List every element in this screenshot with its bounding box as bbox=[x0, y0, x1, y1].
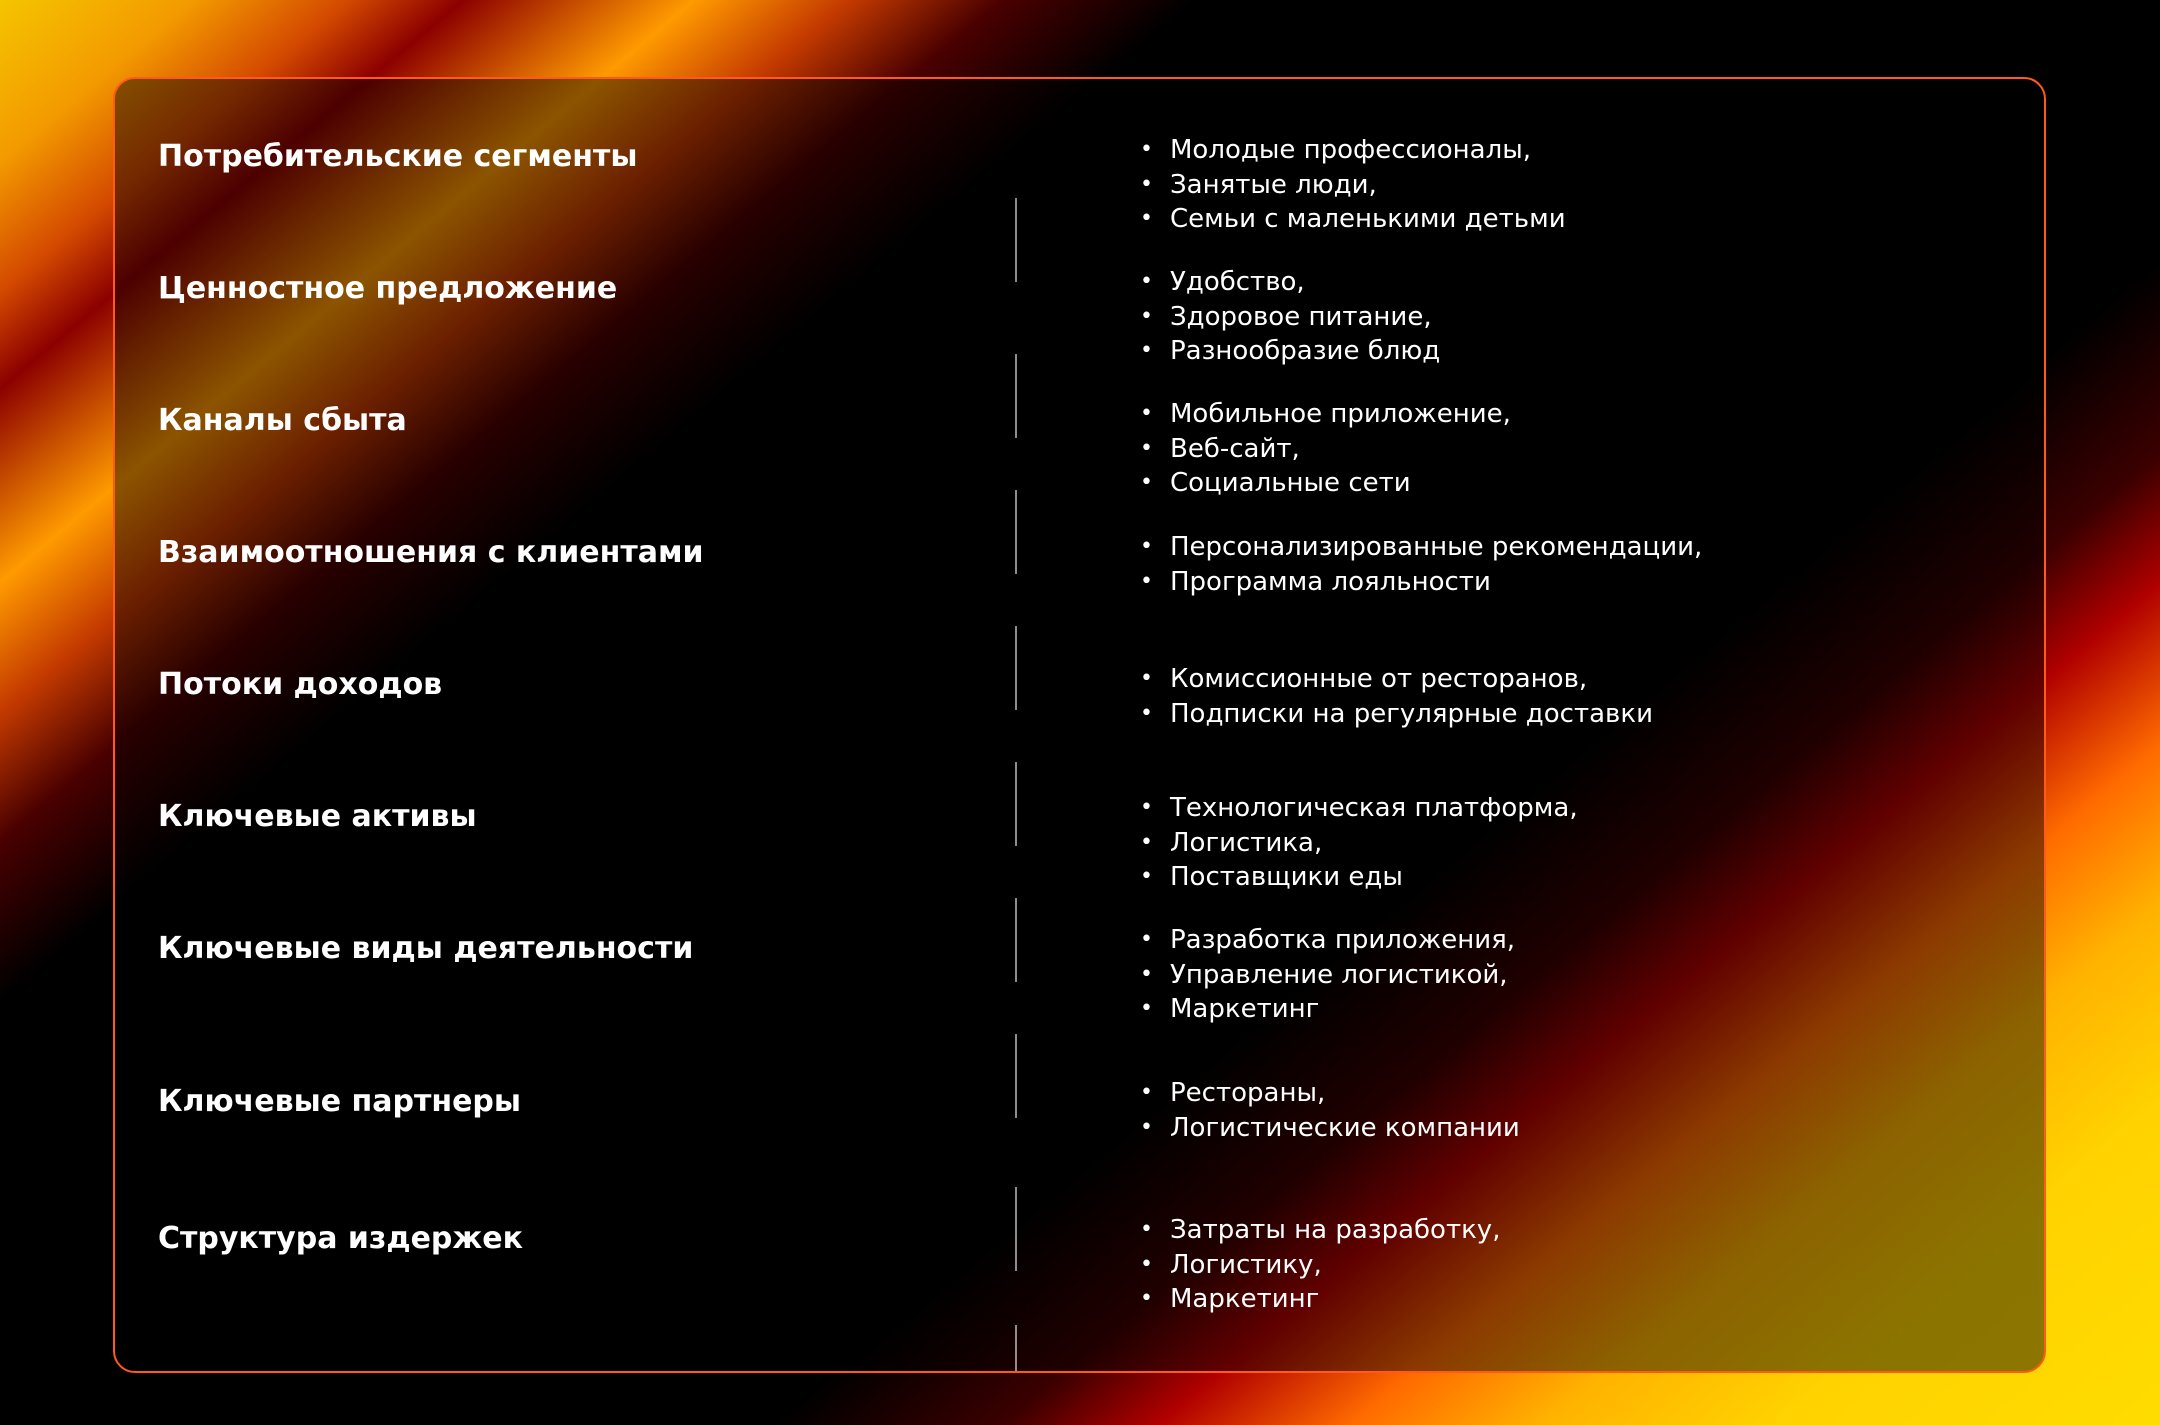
list-item: • Разнообразие блюд bbox=[1140, 334, 1440, 369]
list-item: • Мобильное приложение, bbox=[1140, 397, 1511, 432]
list-item: • Технологическая платформа, bbox=[1140, 791, 1578, 826]
list-item: • Управление логистикой, bbox=[1140, 958, 1515, 993]
section-label: Ценностное предложение bbox=[158, 271, 618, 306]
divider bbox=[1015, 354, 1017, 438]
section-items bbox=[1140, 265, 1440, 369]
list-item: • Маркетинг bbox=[1140, 992, 1515, 1027]
section-items bbox=[1140, 662, 1653, 731]
list-item: • Программа лояльности bbox=[1140, 565, 1702, 600]
list-item: • Маркетинг bbox=[1140, 1282, 1500, 1317]
list-item: • Веб-сайт, bbox=[1140, 432, 1511, 467]
section-label: Потребительские сегменты bbox=[158, 139, 638, 174]
list-item: • Логистику, bbox=[1140, 1248, 1500, 1283]
list-item: • Разработка приложения, bbox=[1140, 923, 1515, 958]
section-items bbox=[1140, 791, 1578, 895]
list-item: • Социальные сети bbox=[1140, 466, 1511, 501]
list-item: • Семьи с маленькими детьми bbox=[1140, 202, 1566, 237]
list-item: • Логистика, bbox=[1140, 826, 1578, 861]
list-item: • Молодые профессионалы, bbox=[1140, 133, 1566, 168]
section-items bbox=[1140, 923, 1515, 1027]
list-item: • Комиссионные от ресторанов, bbox=[1140, 662, 1653, 697]
list-item: • Рестораны, bbox=[1140, 1076, 1520, 1111]
list-item: • Подписки на регулярные доставки bbox=[1140, 697, 1653, 732]
section-items bbox=[1140, 1213, 1500, 1317]
business-model-card bbox=[113, 77, 2046, 1373]
section-label: Потоки доходов bbox=[158, 667, 443, 702]
section-label: Ключевые виды деятельности bbox=[158, 931, 694, 966]
section-label: Ключевые активы bbox=[158, 799, 477, 834]
section-items bbox=[1140, 530, 1702, 599]
list-item: • Удобство, bbox=[1140, 265, 1440, 300]
list-item: • Затраты на разработку, bbox=[1140, 1213, 1500, 1248]
divider bbox=[1015, 1187, 1017, 1271]
list-item: • Персонализированные рекомендации, bbox=[1140, 530, 1702, 565]
list-item: • Логистические компании bbox=[1140, 1111, 1520, 1146]
section-items bbox=[1140, 397, 1511, 501]
section-label: Структура издержек bbox=[158, 1221, 523, 1256]
section-items bbox=[1140, 133, 1566, 237]
section-label: Каналы сбыта bbox=[158, 403, 407, 438]
section-label: Взаимоотношения с клиентами bbox=[158, 535, 704, 570]
list-item: • Поставщики еды bbox=[1140, 860, 1578, 895]
list-item: • Здоровое питание, bbox=[1140, 300, 1440, 335]
divider bbox=[1015, 490, 1017, 574]
divider bbox=[1015, 762, 1017, 846]
divider bbox=[1015, 198, 1017, 282]
section-items bbox=[1140, 1076, 1520, 1145]
section-label: Ключевые партнеры bbox=[158, 1084, 522, 1119]
divider bbox=[1015, 626, 1017, 710]
list-item: • Занятые люди, bbox=[1140, 168, 1566, 203]
divider bbox=[1015, 898, 1017, 982]
divider bbox=[1015, 1034, 1017, 1118]
divider bbox=[1015, 1325, 1017, 1373]
